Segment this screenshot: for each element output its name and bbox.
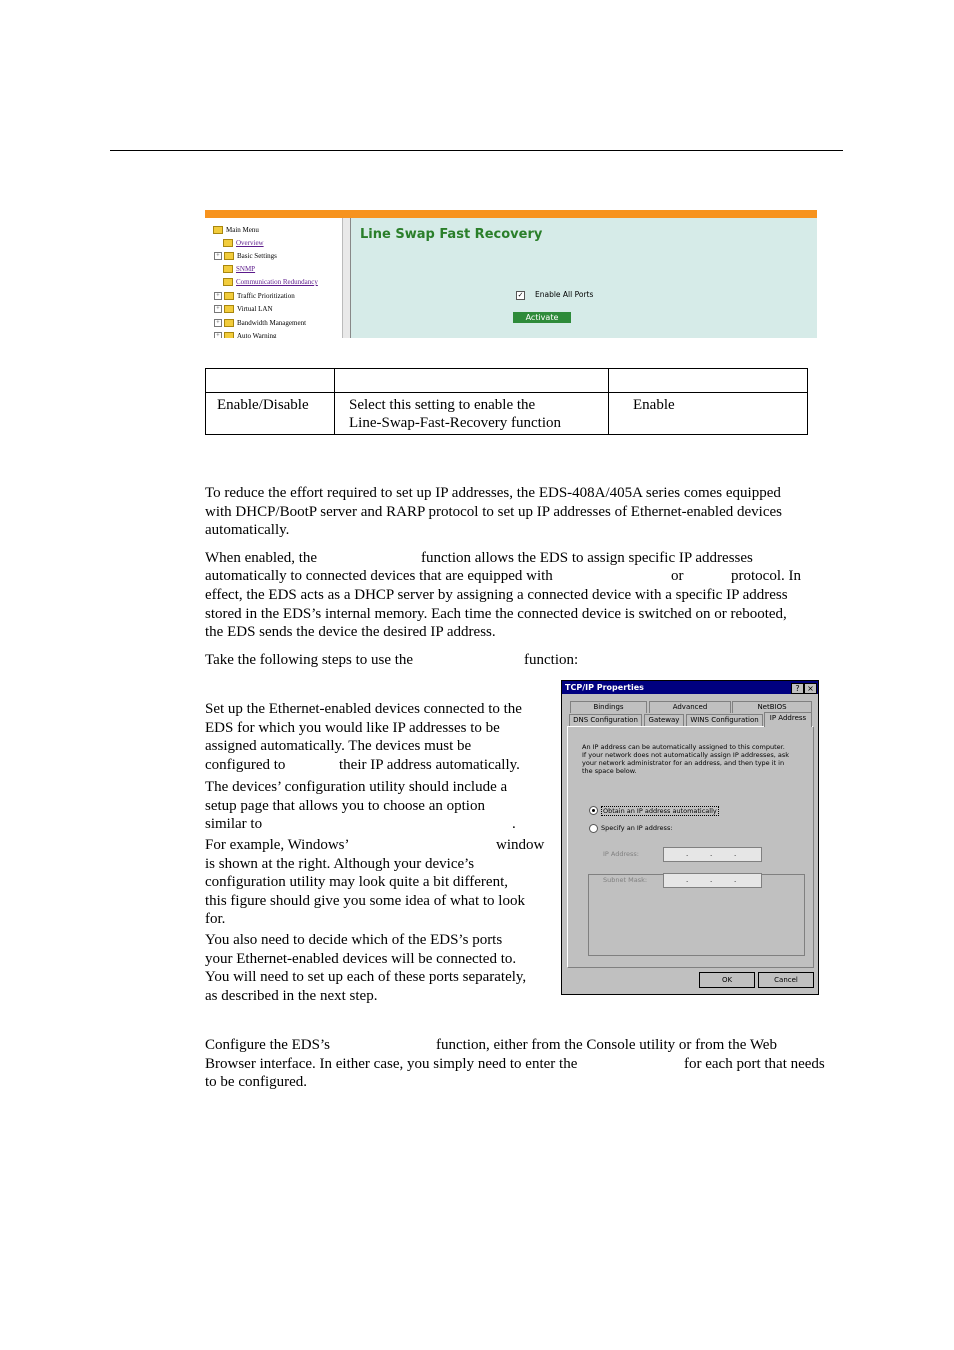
setting-value: Enable/Disable (217, 397, 309, 413)
folder-icon (223, 278, 233, 286)
paragraph-intro: To reduce the effort required to set up IP addresses, the EDS-408A/405A series comes equipped with DHCP/BootP server and RARP protocol to set up IP addresses of Ethernet-enabled devices automatically. (205, 485, 782, 538)
paragraph-when-enabled-line2: automatically to connected devices that are equipped with or protocol. In (205, 568, 801, 584)
specify-ip-label[interactable]: Specify an IP address: (601, 824, 673, 832)
ok-button[interactable]: OK (699, 972, 755, 988)
ip-address-field[interactable]: . . . (663, 847, 762, 862)
step2-text: Configure the EDS’s function, either from the Console utility or from the Web Browser interface. In either case, you simply need to enter the for each port that needs to be configured. (205, 1037, 825, 1090)
expand-icon[interactable]: + (214, 305, 222, 313)
subnet-mask-label: Subnet Mask: (603, 876, 648, 884)
paragraph-steps: Take the following steps to use the function: (205, 652, 579, 668)
enable-all-ports-label: Enable All Ports (535, 290, 594, 299)
folder-icon (224, 332, 234, 338)
tab-netbios[interactable]: NetBIOS (732, 701, 812, 713)
menu-item-basic-settings[interactable]: + Basic Settings (214, 252, 277, 260)
expand-icon[interactable]: + (214, 319, 222, 327)
folder-icon (224, 319, 234, 327)
menu-item-traffic-prioritization[interactable]: + Traffic Prioritization (214, 292, 295, 300)
radio-obtain-automatically[interactable] (589, 806, 598, 815)
tab-dns-configuration[interactable]: DNS Configuration (569, 714, 642, 726)
help-button[interactable]: ? (791, 683, 804, 694)
tab-gateway[interactable]: Gateway (644, 714, 684, 726)
menu-item-overview[interactable]: Overview (223, 239, 264, 247)
menu-item-auto-warning[interactable]: + Auto Warning (214, 332, 277, 338)
step1-ports-text: You also need to decide which of the EDS’s ports your Ethernet-enabled devices will be connected to. You will need to set up each of these ports separately, as described in the next step. (205, 932, 527, 1004)
default-cell (609, 393, 808, 435)
folder-icon (224, 292, 234, 300)
folder-open-icon (213, 226, 223, 234)
step1-text: Set up the Ethernet-enabled devices connected to the EDS for which you would like IP addresses to be assigned automatically. The devices must be configured to their IP address automatically. (205, 701, 522, 773)
cancel-button[interactable]: Cancel (758, 972, 814, 988)
tab-bindings[interactable]: Bindings (570, 701, 647, 713)
tab-ip-address[interactable]: IP Address (764, 712, 812, 727)
description-cell (335, 393, 609, 435)
expand-icon[interactable]: + (214, 332, 222, 338)
page-title: Line Swap Fast Recovery (360, 227, 543, 242)
table-row (206, 393, 808, 435)
folder-icon (224, 252, 234, 260)
tab-wins-configuration[interactable]: WINS Configuration (686, 714, 763, 726)
step1-example-text: For example, Windows’ window is shown at the right. Although your device’s configuration utility may look quite a bit different, this figure should give you some idea of what to look for. (205, 837, 545, 927)
setting-cell (206, 393, 335, 435)
main-menu-tree (205, 218, 347, 338)
table-header-cell (206, 369, 335, 393)
menu-item-bandwidth-management[interactable]: + Bandwidth Management (214, 319, 306, 327)
expand-icon[interactable]: + (214, 292, 222, 300)
table-header-cell (335, 369, 609, 393)
subnet-mask-field[interactable]: . . . (663, 873, 762, 888)
folder-icon (223, 265, 233, 273)
dialog-title: TCP/IP Properties (565, 683, 644, 692)
radio-specify-ip[interactable] (589, 824, 598, 833)
folder-icon (223, 239, 233, 247)
description-value: Select this setting to enable the Line-Swap-Fast-Recovery function (349, 397, 562, 431)
table-header-row (206, 369, 808, 393)
paragraph-when-enabled-rest: effect, the EDS acts as a DHCP server by assigning a connected device with a specific IP address stored in the EDS’s internal memory. Each time the connected device is switched on or rebooted, the EDS sends the device the desired IP address. (205, 587, 788, 640)
line-swap-screenshot (205, 210, 817, 338)
info-text: An IP address can be automatically assigned to this computer. If your network does not automatically assign IP addresses, ask your network administrator for an address, and then type it in the space below. (582, 743, 790, 775)
paragraph-when-enabled: When enabled, the function allows the EDS to assign specific IP addresses (205, 550, 753, 566)
menu-item-communication-redundancy[interactable]: Communication Redundancy (223, 278, 318, 286)
obtain-automatically-label[interactable]: Obtain an IP address automatically (603, 807, 717, 815)
folder-icon (224, 305, 234, 313)
menu-item-main-menu[interactable]: Main Menu (213, 226, 259, 234)
default-value: Enable (633, 397, 675, 413)
table-header-cell (609, 369, 808, 393)
frame-divider (350, 218, 351, 338)
accent-bar (205, 210, 817, 218)
step1-config-utility-text: The devices’ configuration utility should include a setup page that allows you to choose an option similar to . (205, 779, 516, 832)
header-rule (110, 150, 843, 151)
tcpip-properties-dialog (561, 680, 819, 995)
enable-all-ports-checkbox[interactable]: ✓ (517, 291, 524, 299)
ip-address-panel (567, 726, 814, 968)
menu-item-virtual-lan[interactable]: + Virtual LAN (214, 305, 273, 313)
ip-address-label: IP Address: (603, 850, 639, 858)
close-button[interactable]: × (804, 683, 817, 694)
tab-advanced[interactable]: Advanced (649, 701, 731, 713)
expand-icon[interactable]: + (214, 252, 222, 260)
activate-button[interactable]: Activate (513, 312, 571, 323)
settings-table (205, 368, 808, 435)
menu-item-snmp[interactable]: SNMP (223, 265, 255, 273)
